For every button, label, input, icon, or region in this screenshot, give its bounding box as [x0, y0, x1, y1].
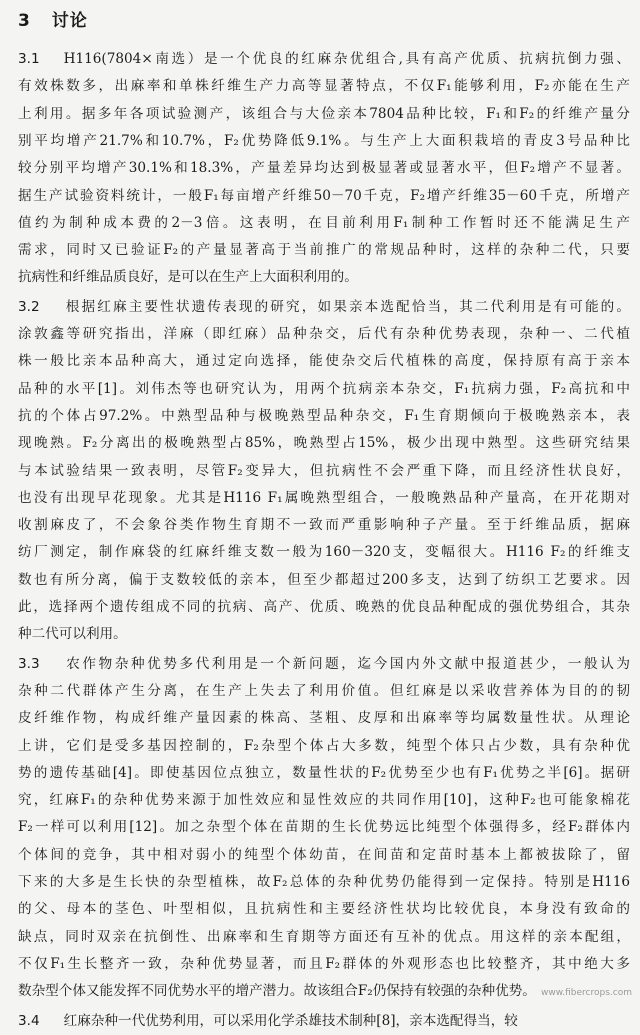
paragraph-line-text: 的父、母本的茎色、叶型相似，且抗病性和主要经济性状均比较优良，本身没有致命的 [18, 901, 630, 918]
paragraph-line [18, 101, 630, 128]
paragraph-line-text: 较分别平均增产30.1%和18.3%，产量差异均达到极显著或显著水平，但F₂增产不显著。 [18, 160, 630, 177]
section-heading [18, 6, 88, 31]
paragraph-line [18, 567, 630, 594]
paragraph-line-text: 与本试验结果一致表明，尽管F₂变异大，但抗病性不会严重下降，而且经济性状良好， [18, 462, 630, 479]
paragraph-line [18, 512, 630, 539]
paragraph-line [18, 403, 630, 430]
paragraph-line [18, 321, 630, 348]
paragraph-line [18, 978, 630, 1005]
paragraph-line [18, 46, 630, 73]
paragraph-line-text: 究，红麻F₁的杂种优势来源于加性效应和显性效应的共同作用[10]，这种F₂也可能象棉花 [18, 792, 630, 809]
paragraph-line-text: 下来的大多是生长快的杂型植株，故F₂总体的杂种优势仍能得到一定保持。特别是H116 [18, 874, 630, 890]
paragraph-line [18, 896, 630, 923]
paragraph-line [18, 485, 630, 512]
paragraph-line-text: 抗病性和纤维品质良好，是可以在生产上大面积利用的。 [18, 269, 358, 286]
paragraph-line [18, 814, 630, 841]
paragraph-line [18, 73, 630, 100]
paragraph-line-text: 抗的个体占97.2%。中熟型品种与极晚熟型品种杂交，F₁生育期倾向于极晚熟亲本，表 [18, 407, 630, 424]
paragraph-line-text: 此，选择两个遗传组成不同的抗病、高产、优质、晚熟的优良品种配成的强优势组合，其杂 [18, 599, 630, 615]
section-number: 3.3 [18, 655, 40, 672]
paragraph-line [18, 951, 630, 978]
paragraph-line-text: 农作物杂种优势多代利用是一个新问题，迄今国内外文献中报道甚少，一般认为 [63, 655, 630, 672]
paragraph-line [18, 458, 630, 485]
paragraph-line [18, 210, 630, 237]
paragraph-line-text: 值约为制种成本费的2－3倍。这表明，在目前利用F₁制种工作暂时还不能满足生产 [18, 214, 630, 231]
paragraph-line [18, 594, 630, 621]
paragraph-line-text: 势的遗传基础[4]。即使基因位点独立，数量性状的F₂优势至少也有F₁优势之半[6]。据研 [18, 764, 630, 781]
paragraph-line-text: 红麻杂种一代优势利用，可以采用化学杀雄技术制种[8]，亲本选配得当，较 [63, 1012, 518, 1029]
paragraph-line-text: 别平均增产21.7%和10.7%，F₂优势降低9.1%。与生产上大面积栽培的青皮3号品种比 [18, 132, 630, 149]
paragraph-line [18, 294, 630, 321]
paragraph-line-text: H116(7804×南选）是一个优良的红麻杂优组合,具有高产优质、抗病抗倒力强、 [63, 51, 630, 67]
paragraph-line [18, 924, 630, 951]
section-number: 3.1 [18, 51, 40, 67]
paragraph-line-text: 品种的水平[1]。刘伟杰等也研究认为，用两个抗病亲本杂交，F₁抗病力强，F₂高抗和中 [18, 380, 630, 397]
paragraph-line [18, 128, 630, 155]
paragraph-line-text: 需求，同时又已验证F₂的产量显著高于当前推广的常规品种时，这样的杂种二代，只要 [18, 242, 630, 259]
paragraph-line-text: 缺点，同时双亲在抗倒性、出麻率和生育期等方面还有互补的优点。用这样的亲本配组， [18, 928, 630, 945]
paragraph-line [18, 430, 630, 457]
paragraph-line [18, 1008, 630, 1035]
paragraph-line [18, 183, 630, 210]
paragraph-line [18, 787, 630, 814]
paragraph-line [18, 869, 630, 896]
paragraph-line [18, 733, 630, 760]
paragraph-line [18, 842, 630, 869]
paragraph-line [18, 376, 630, 403]
paragraph-line [18, 348, 630, 375]
paragraph-line-text: 收割麻皮了，不会象谷类作物生育期不一致而严重影响种子产量。至于纤维品质，据麻 [18, 517, 630, 534]
paragraph-line-text: 根据红麻主要性状遗传表现的研究，如果亲本选配恰当，其二代利用是有可能的。 [63, 298, 630, 315]
paragraph-line [18, 760, 630, 787]
paragraph-line-text: 上讲，它们是受多基因控制的，F₂杂型个体占大多数，纯型个体只占少数，具有杂种优 [18, 737, 630, 754]
paragraph-line-text: 数也有所分离，偏于支数较低的亲本，但至少都超过200多支，达到了纺织工艺要求。因 [18, 571, 630, 588]
watermark: www.fibercrops.com [541, 988, 632, 998]
section-heading-number: 3 [18, 11, 31, 31]
paragraph-line-text: 数杂型个体又能发挥不同优势水平的增产潜力。故该组合F₂仍保持有较强的杂种优势。 [18, 983, 536, 1000]
paragraph-line-text: 上利用。据多年各项试验测产，该组合与大俭亲本7804品种比较，F₁和F₂的纤维产量分 [18, 105, 630, 122]
paragraph-line-text: 种二代可以利用。 [18, 626, 127, 643]
paragraph-line-text: 现晚熟。F₂分离出的极晚熟型占85%，晚熟型占15%，极少出现中熟型。这些研究结果 [18, 435, 630, 452]
paragraph-line [18, 678, 630, 705]
paragraph-line [18, 539, 630, 566]
paragraph-line-text: 株一般比亲本品种高大，通过定向选择，能使杂交后代植株的高度，保持原有高于亲本 [18, 353, 630, 370]
paragraph-line [18, 155, 630, 182]
paragraph-line-text: 据生产试验资料统计，一般F₁每亩增产纤维50－70千克，F₂增产纤维35－60千克，所增产 [18, 187, 630, 204]
paragraph-line-text: 也没有出现早花现象。尤其是H116 F₁属晚熟型组合，一般晚熟品种产量高，在开花期对 [18, 489, 630, 506]
paragraph-line [18, 621, 630, 648]
paragraph-line-text: F₂一样可以利用[12]。加之杂型个体在苗期的生长优势远比纯型个体强得多，经F₂群体内 [18, 819, 630, 836]
paragraph-line [18, 651, 630, 678]
paragraph-line [18, 705, 630, 732]
section-number: 3.2 [18, 298, 40, 315]
paragraph-line-text: 纺厂测定，制作麻袋的红麻纤维支数一般为160－320支，变幅很大。H116 F₂的纤维支 [18, 544, 630, 561]
paragraph-line [18, 237, 630, 264]
paragraph-line-text: 皮纤维作物，构成纤维产量因素的株高、茎粗、皮厚和出麻率等均属数量性状。从理论 [18, 710, 630, 727]
section-heading-title: 讨论 [51, 11, 88, 31]
paragraph-line-text: 不仅F₁生长整齐一致，杂种优势显著，而且F₂群体的外观形态也比较整齐，其中绝大多 [18, 955, 630, 972]
paragraph-line-text: 个体间的竞争，其中相对弱小的纯型个体幼苗，在间苗和定苗时基本上都被拔除了，留 [18, 846, 630, 863]
paragraph-line-text: 涂敦鑫等研究指出，洋麻（即红麻）品种杂交，后代有杂种优势表现，杂种一、二代植 [18, 326, 630, 342]
paragraph-line-text: 杂种二代群体产生分离，在生产上失去了利用价值。但红麻是以采收营养体为目的的韧 [18, 682, 630, 699]
paragraph-line-text: 有效株数多，出麻率和单株纤维生产力高等显著特点，不仅F₁能够利用，F₂亦能在生产 [18, 78, 630, 95]
paragraph-line [18, 264, 630, 291]
section-number: 3.4 [18, 1012, 40, 1029]
